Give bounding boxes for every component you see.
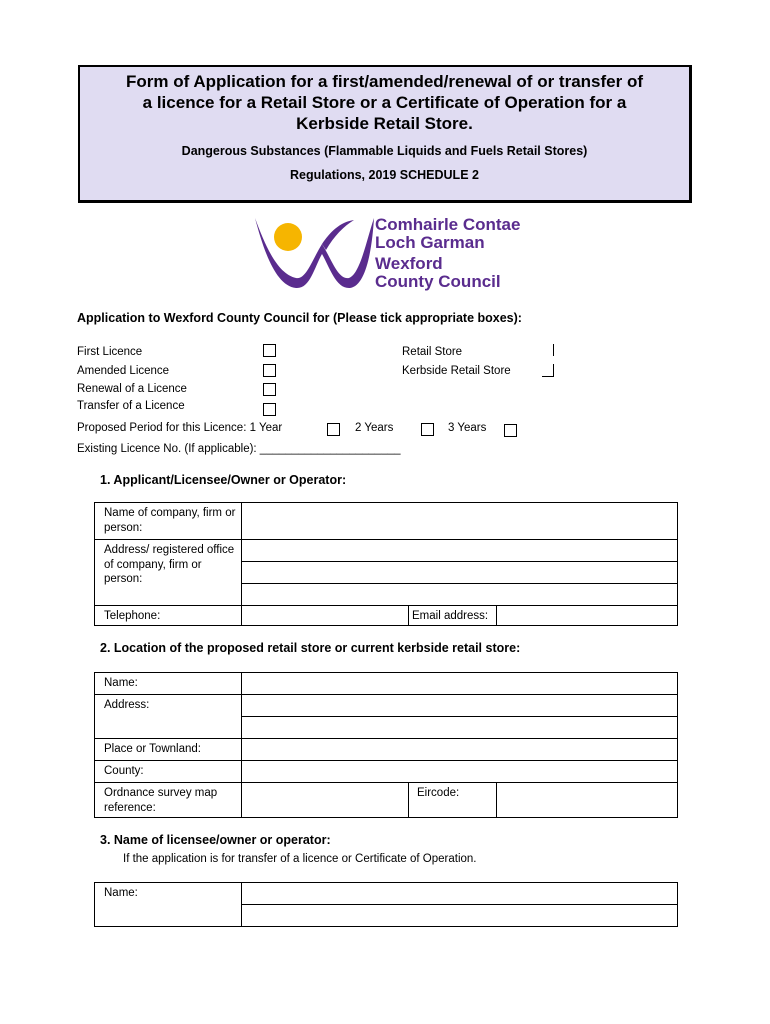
logo-line-1: Comhairle Contae bbox=[375, 215, 521, 234]
licensee-name-line-1[interactable] bbox=[242, 883, 678, 905]
period-2-years-checkbox[interactable] bbox=[421, 423, 434, 436]
licensee-name-line-2[interactable] bbox=[242, 905, 678, 927]
os-map-input[interactable] bbox=[242, 783, 409, 818]
location-table bbox=[94, 672, 678, 818]
applicant-address-label: Address/ registered office of company, firm or person: bbox=[95, 540, 242, 606]
form-title-line-2: a licence for a Retail Store or a Certificate of Operation for a bbox=[142, 93, 627, 112]
transfer-licence-checkbox[interactable] bbox=[263, 403, 276, 416]
applicant-address-line-2[interactable] bbox=[242, 562, 678, 584]
kerbside-store-checkbox[interactable] bbox=[542, 364, 554, 377]
logo-line-2: Loch Garman bbox=[375, 233, 485, 252]
logo-line-4: County Council bbox=[375, 272, 501, 291]
location-address-line-1[interactable] bbox=[242, 695, 678, 717]
period-3-years-checkbox[interactable] bbox=[504, 424, 517, 437]
renewal-licence-checkbox[interactable] bbox=[263, 383, 276, 396]
location-address-line-2[interactable] bbox=[242, 717, 678, 739]
retail-store-checkbox[interactable] bbox=[553, 344, 554, 356]
section-3-heading: 3. Name of licensee/owner or operator: bbox=[100, 833, 331, 847]
licence-period-label: Proposed Period for this Licence: 1 Year bbox=[77, 422, 283, 434]
licence-type-transfer: Transfer of a Licence bbox=[77, 400, 185, 412]
eircode-input[interactable] bbox=[497, 783, 678, 818]
applicant-name-label: Name of company, firm or person: bbox=[95, 503, 242, 540]
title-box bbox=[78, 65, 692, 203]
form-subtitle: Dangerous Substances (Flammable Liquids and Fuels Retail Stores) bbox=[181, 144, 588, 158]
applicant-table bbox=[94, 502, 678, 626]
council-logo bbox=[250, 212, 540, 292]
applicant-address-line-3[interactable] bbox=[242, 584, 678, 606]
telephone-input[interactable] bbox=[242, 606, 409, 626]
period-3-years-label: 3 Years bbox=[448, 422, 487, 434]
application-intro: Application to Wexford County Council for (Please tick appropriate boxes): bbox=[77, 311, 522, 325]
existing-licence-field[interactable]: Existing Licence No. (If applicable): ______________________ bbox=[77, 443, 401, 455]
form-regulations: Regulations, 2019 SCHEDULE 2 bbox=[290, 168, 479, 182]
section-1-heading: 1. Applicant/Licensee/Owner or Operator: bbox=[100, 473, 347, 487]
form-title-line-1: Form of Application for a first/amended/renewal of or transfer of bbox=[126, 72, 643, 91]
council-logo-mark bbox=[250, 212, 375, 292]
licence-type-renewal: Renewal of a Licence bbox=[77, 383, 187, 395]
amended-licence-checkbox[interactable] bbox=[263, 364, 276, 377]
logo-line-3: Wexford bbox=[375, 254, 443, 273]
email-input[interactable] bbox=[497, 606, 678, 626]
location-address-label: Address: bbox=[95, 695, 242, 739]
period-2-years-label: 2 Years bbox=[355, 422, 394, 434]
email-label: Email address: bbox=[409, 606, 497, 626]
period-1-year-checkbox[interactable] bbox=[327, 423, 340, 436]
county-label: County: bbox=[95, 761, 242, 783]
store-type-kerbside: Kerbside Retail Store bbox=[402, 365, 511, 377]
os-map-label: Ordnance survey map reference: bbox=[95, 783, 242, 818]
licensee-name-label: Name: bbox=[95, 883, 242, 927]
county-input[interactable] bbox=[242, 761, 678, 783]
section-3-note: If the application is for transfer of a licence or Certificate of Operation. bbox=[123, 853, 477, 865]
telephone-label: Telephone: bbox=[95, 606, 242, 626]
place-input[interactable] bbox=[242, 739, 678, 761]
place-label: Place or Townland: bbox=[95, 739, 242, 761]
applicant-name-input[interactable] bbox=[242, 503, 678, 540]
first-licence-checkbox[interactable] bbox=[263, 344, 276, 357]
eircode-label: Eircode: bbox=[409, 783, 497, 818]
licence-type-first: First Licence bbox=[77, 346, 143, 358]
form-title-line-3: Kerbside Retail Store. bbox=[296, 114, 473, 133]
location-name-input[interactable] bbox=[242, 673, 678, 695]
licensee-table bbox=[94, 882, 678, 927]
applicant-address-line-1[interactable] bbox=[242, 540, 678, 562]
section-2-heading: 2. Location of the proposed retail store or current kerbside retail store: bbox=[100, 641, 521, 655]
store-type-retail: Retail Store bbox=[402, 346, 463, 358]
location-name-label: Name: bbox=[95, 673, 242, 695]
logo-text bbox=[375, 216, 520, 291]
licence-type-amended: Amended Licence bbox=[77, 365, 170, 377]
